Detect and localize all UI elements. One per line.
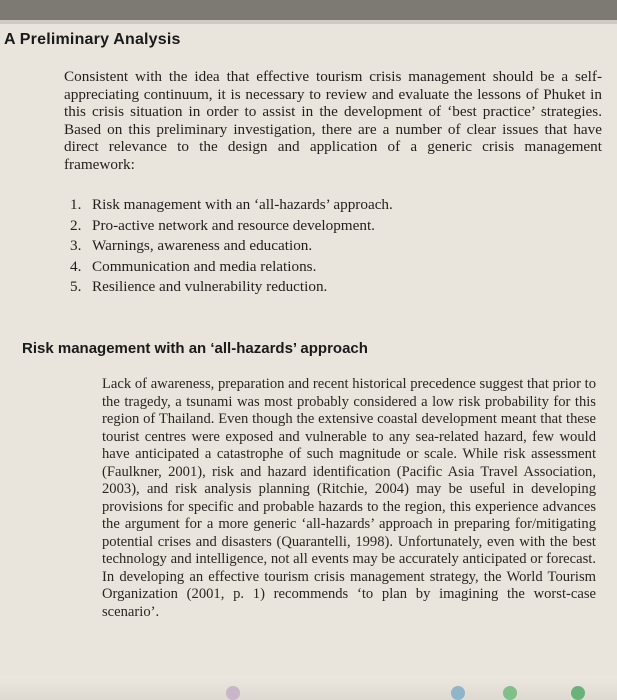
- list-item-text: Resilience and vulnerability reduction.: [92, 278, 328, 295]
- issues-list: [70, 195, 393, 298]
- top-edge-strip: [0, 0, 617, 20]
- list-item: [70, 257, 393, 278]
- list-item-text: Communication and media relations.: [92, 257, 317, 275]
- intro-paragraph: Consistent with the idea that effective tourism crisis management should be a self-appreciating continuum, it is necessary to review and evaluate the lessons of Phuket in this crisis situation in order to assist in the development of ‘best practice’ strategies. Based on this preliminary investigation, there are a number of clear issues that have direct relevance to the design and application of a generic crisis management framework:: [64, 68, 602, 173]
- list-item-number: 3.: [70, 237, 82, 254]
- list-item-number: 2.: [70, 216, 82, 234]
- top-edge-shadow: [0, 20, 617, 24]
- partial-icon: [571, 686, 585, 700]
- body-paragraph: Lack of awareness, preparation and recent historical precedence suggest that prior to the tragedy, a tsunami was most probably considered a low risk probability for this region of Thailand. Even though the extensive coastal development meant that these tourist centres were exposed and vulnerable to any sea-related hazard, few would have anticipated a catastrophe of such magnitude or scale. While risk assessment (Faulkner, 2001), risk and hazard identification (Pacific Asia Travel Association, 2003), and risk analysis planning (Ritchie, 2004) may be useful in developing provisions for specific and probable hazards to the region, this experience advances the argument for a more generic ‘all-hazards’ approach in preparing for/mitigating potential crises and disasters (Quarantelli, 1998). Unfortunately, even with the best technology and intelligence, not all events may be accurately anticipated or forecast. In developing an effective tourism crisis management strategy, the World Tourism Organization (2001, p. 1) recommends ‘to plan by imagining the worst-case scenario’.: [102, 376, 596, 620]
- list-item-text: Pro-active network and resource development.: [92, 216, 375, 234]
- list-item: [70, 277, 393, 298]
- list-item-text: Risk management with an ‘all-hazards’ approach.: [92, 196, 393, 213]
- partial-icon: [226, 686, 240, 700]
- list-item-number: 1.: [70, 196, 82, 213]
- section-heading: A Preliminary Analysis: [4, 31, 181, 48]
- list-item: [70, 195, 393, 216]
- list-item-number: 4.: [70, 257, 82, 275]
- subsection-heading: Risk management with an ‘all-hazards’ approach: [22, 340, 368, 357]
- partial-icon: [503, 686, 517, 700]
- list-item: [70, 236, 393, 257]
- list-item-text: Warnings, awareness and education.: [92, 237, 313, 254]
- partial-icon: [451, 686, 465, 700]
- bottom-edge-strip: [0, 676, 617, 700]
- list-item-number: 5.: [70, 278, 82, 295]
- list-item: [70, 216, 393, 237]
